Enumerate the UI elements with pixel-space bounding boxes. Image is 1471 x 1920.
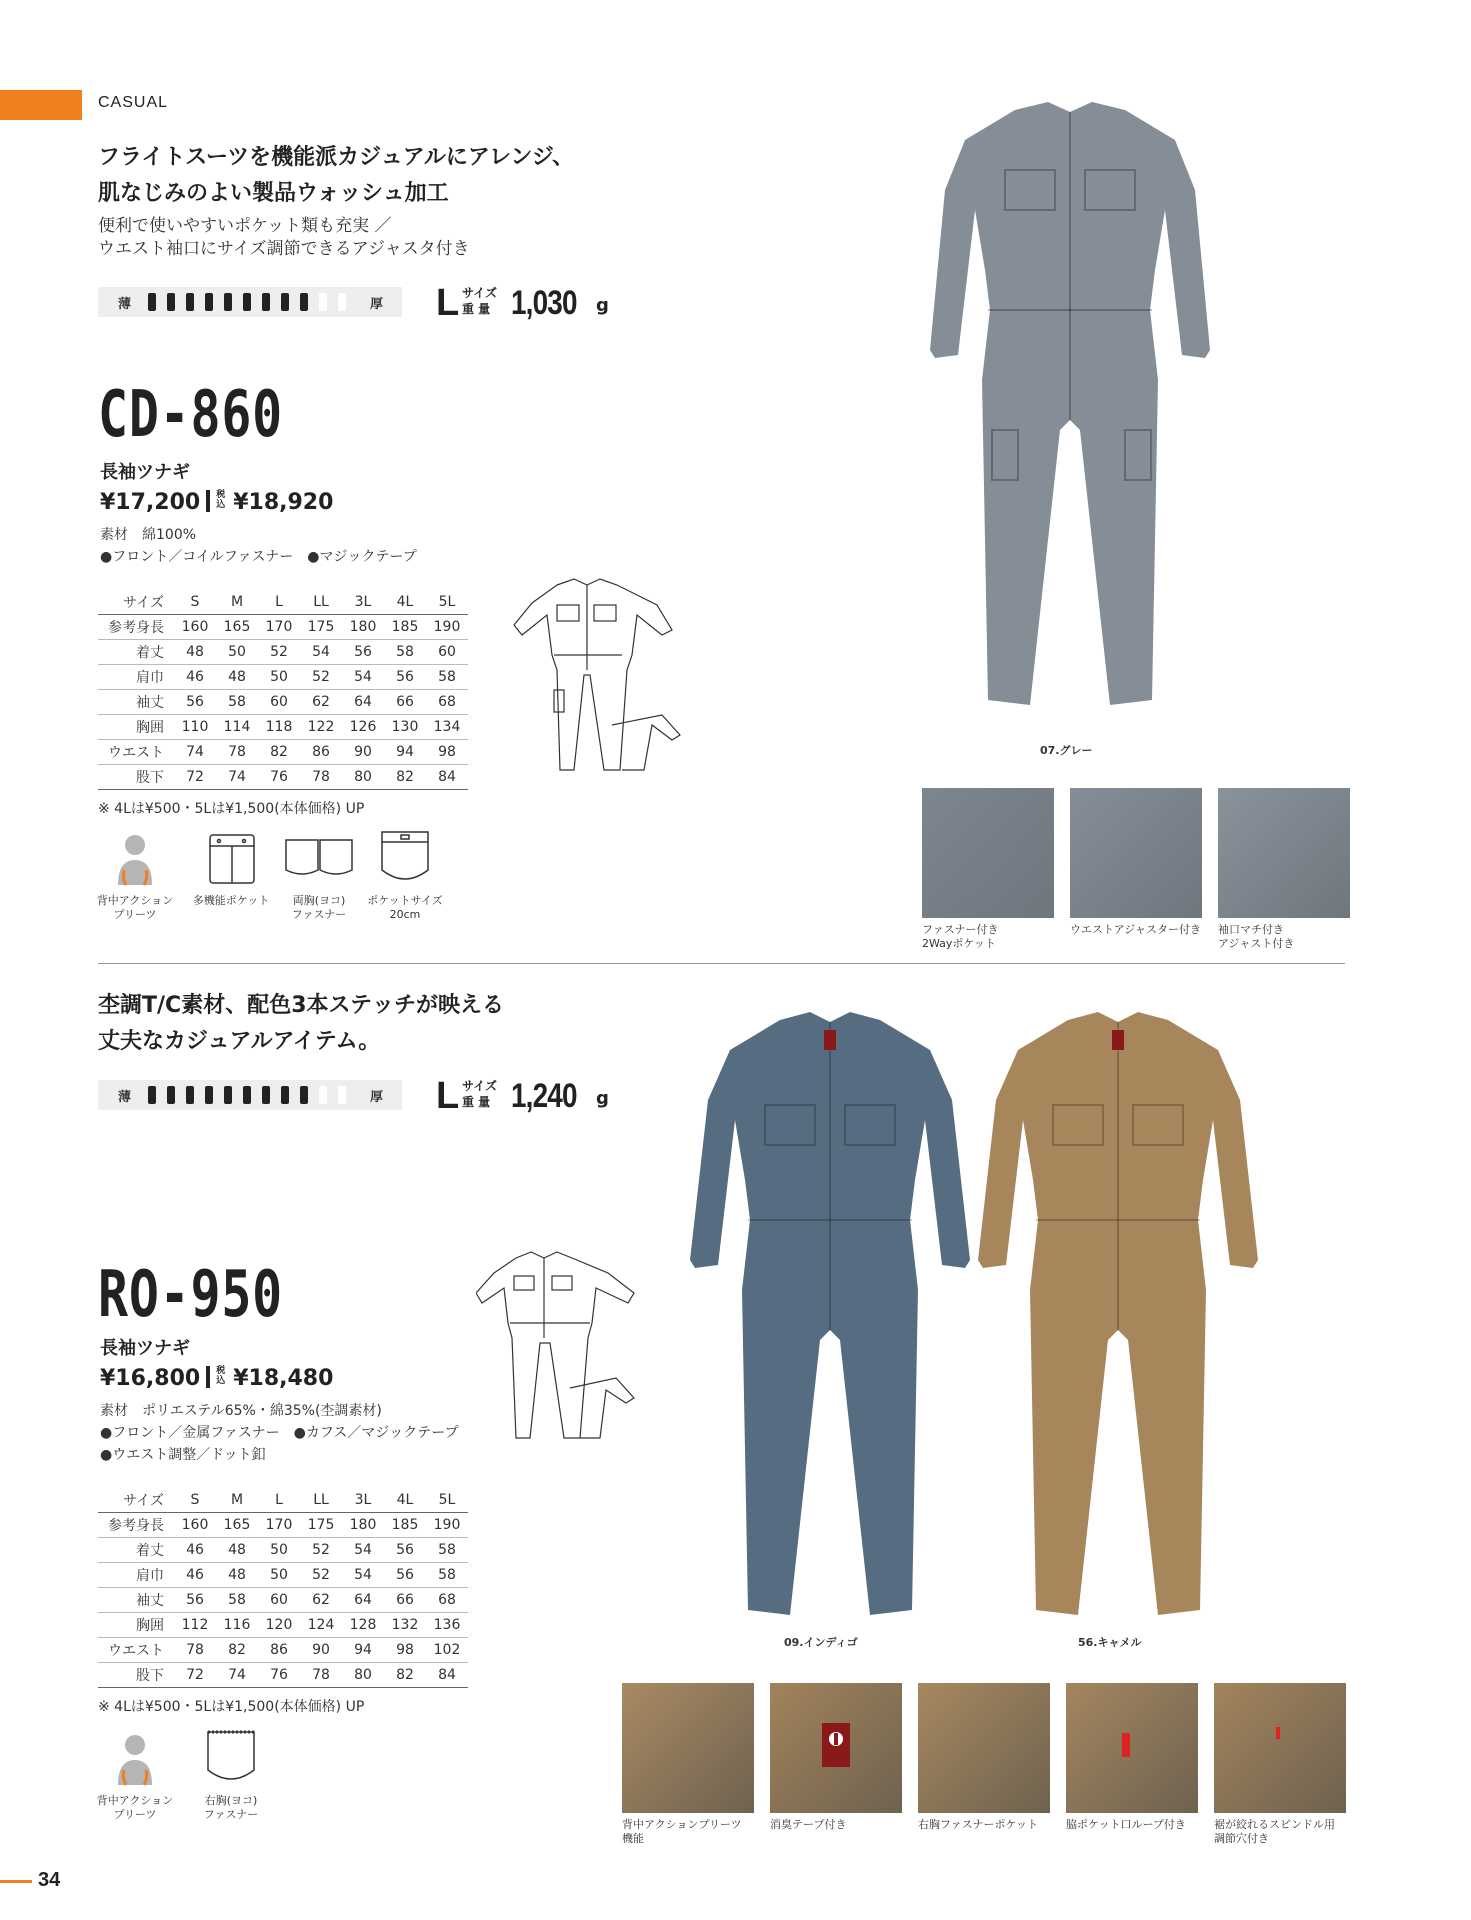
size-table-cell: 58 [216,690,258,715]
detail-caption: 消臭テープ付き [770,1818,847,1831]
detail-caption: 裾が絞れるスピンドル用 調節穴付き [1214,1818,1335,1845]
spec-line: ●フロント／コイルファスナー ●マジックテープ [100,549,417,565]
right-chest-zipper-icon [186,1726,276,1790]
deodorant-tape-tag-icon [770,1683,902,1813]
weight-labels [462,1078,497,1110]
size-letter: L [436,282,460,324]
size-table-cell: 190 [426,615,468,640]
size-table-cell: 122 [300,715,342,740]
size-table-cell: 175 [300,615,342,640]
size-table-cell: LL [300,1488,342,1513]
size-table-cell: 56 [384,665,426,690]
size-table-cell: 118 [258,715,300,740]
back-action-pleats-icon [98,1730,188,1790]
size-table-cell: 76 [258,765,300,790]
price-tax-included: ¥18,920 [233,490,334,515]
price-base: ¥17,200 [100,490,201,515]
size-table-cell: 126 [342,715,384,740]
feature-label: 多機能ポケット [192,894,270,907]
thickness-bars [148,1086,358,1104]
weight-info [436,1076,636,1116]
size-table-row [98,590,468,615]
size-table-cell: 82 [216,1638,258,1663]
size-table-cell: 90 [300,1638,342,1663]
catch-line: 丈夫なカジュアルアイテム。 [98,1029,381,1054]
material-line [100,1400,459,1422]
price [100,1366,333,1391]
size-table-cell: 110 [174,715,216,740]
material-label: 素材 [100,527,128,543]
size-table-cell: 5L [426,1488,468,1513]
thickness-bar [300,293,308,311]
size-table-cell: 160 [174,1513,216,1538]
size-table-cell: 112 [174,1613,216,1638]
size-letter: L [436,1075,460,1117]
size-table-cell: 52 [300,1538,342,1563]
section-title: CASUAL [98,94,169,111]
size-table-cell: 肩巾 [98,1563,174,1588]
size-table-cell: サイズ [98,1488,174,1513]
size-note: ※ 4Lは¥500・5Lは¥1,500(本体価格) UP [98,801,365,817]
size-table-cell: 64 [342,1588,384,1613]
size-table-cell: 50 [258,1538,300,1563]
size-table-cell: 78 [300,765,342,790]
detail-photo [1066,1683,1198,1813]
feature-label: ポケットサイズ 20cm [367,894,443,921]
size-table-row [98,1663,468,1688]
size-table-cell: 185 [384,1513,426,1538]
size-word: サイズ [462,286,498,300]
size-table-cell: 3L [342,590,384,615]
spec-line: ●フロント／金属ファスナー ●カフス／マジックテープ [100,1425,459,1441]
weight-info [436,283,636,323]
tax-mark: 税込 [216,1366,226,1386]
detail-caption: 右胸ファスナーポケット [918,1818,1039,1831]
price [100,490,333,515]
size-table-cell: 175 [300,1513,342,1538]
size-table-row [98,615,468,640]
thickness-bar [319,293,327,311]
size-table-cell: 58 [426,1538,468,1563]
thickness-meter [98,1080,402,1110]
size-table-cell: 98 [384,1638,426,1663]
thickness-bar [281,293,289,311]
section-divider [98,963,1345,964]
price-separator [206,490,210,512]
feature-item [186,1726,276,1822]
size-table-cell: 132 [384,1613,426,1638]
weight-unit: g [596,295,609,316]
size-table-cell: 4L [384,1488,426,1513]
pocket-size-icon [360,826,450,890]
product-type: 長袖ツナギ [100,462,190,483]
material-label: 素材 [100,1403,128,1419]
size-table-cell: L [258,1488,300,1513]
size-table-cell: 股下 [98,765,174,790]
thin-label: 薄 [118,297,132,312]
size-table-cell: S [174,1488,216,1513]
material-value: 綿100% [142,527,197,543]
weight-word: 重 量 [462,1095,491,1109]
size-table-cell: 114 [216,715,258,740]
size-table-cell: 86 [258,1638,300,1663]
size-table-cell: 着丈 [98,640,174,665]
feature-item [98,830,188,922]
size-table [98,590,468,790]
size-table-cell: 180 [342,615,384,640]
thin-label: 薄 [118,1090,132,1105]
size-table-cell: S [174,590,216,615]
size-table-cell: 胸囲 [98,715,174,740]
size-table-cell: M [216,1488,258,1513]
size-table-cell: 190 [426,1513,468,1538]
footer-accent [0,1880,32,1883]
size-table-cell: LL [300,590,342,615]
size-table-cell: 胸囲 [98,1613,174,1638]
size-note: ※ 4Lは¥500・5Lは¥1,500(本体価格) UP [98,1699,365,1715]
detail-photo [622,1683,754,1813]
size-table-cell: 54 [342,1538,384,1563]
detail-photo [1214,1683,1346,1813]
size-table-cell: 130 [384,715,426,740]
size-table-row [98,740,468,765]
size-table-cell: 5L [426,590,468,615]
size-table-cell: 76 [258,1663,300,1688]
size-table-cell: 48 [216,665,258,690]
size-table-row [98,665,468,690]
size-table-cell: 肩巾 [98,665,174,690]
size-table-cell: 58 [216,1588,258,1613]
section-tab [0,90,82,120]
thickness-bar [281,1086,289,1104]
size-table-cell: 94 [384,740,426,765]
spec-block [100,1400,459,1466]
multi-pocket-icon [186,830,276,890]
back-action-pleats-icon [98,830,188,890]
size-table-cell: 102 [426,1638,468,1663]
thickness-bar [224,1086,232,1104]
size-table-row [98,690,468,715]
weight-labels [462,285,497,317]
detail-caption: 脇ポケット口ループ付き [1066,1818,1186,1831]
tax-mark: 税込 [216,490,226,510]
size-table-cell: 54 [342,1563,384,1588]
page-number: 34 [38,1869,61,1891]
thickness-bar [262,293,270,311]
thickness-bar [167,1086,175,1104]
detail-caption: ウエストアジャスター付き [1070,923,1202,936]
price-tax-included: ¥18,480 [233,1366,334,1391]
catch-line: フライトスーツを機能派カジュアルにアレンジ、 [98,145,575,170]
catch-copy [98,988,504,1060]
feature-item [274,830,364,922]
size-table-cell: 124 [300,1613,342,1638]
size-table-cell: 60 [258,1588,300,1613]
thick-label: 厚 [370,1090,384,1105]
size-table-cell: 84 [426,1663,468,1688]
feature-item [98,1730,188,1822]
detail-caption: ファスナー付き 2Wayポケット [922,923,999,950]
size-table-cell: 74 [216,765,258,790]
size-table-cell: 52 [258,640,300,665]
feature-item [360,826,450,922]
detail-photo [1218,788,1350,918]
thickness-bar [148,293,156,311]
size-table-cell: 46 [174,1538,216,1563]
size-table-cell: 3L [342,1488,384,1513]
size-table-cell: 袖丈 [98,1588,174,1613]
size-table-cell: 66 [384,1588,426,1613]
size-table-cell: 82 [384,765,426,790]
size-table-cell: 68 [426,690,468,715]
size-table-cell: 74 [216,1663,258,1688]
size-table-cell: 袖丈 [98,690,174,715]
size-table-row [98,1538,468,1563]
detail-caption: 袖口マチ付き アジャスト付き [1218,923,1295,950]
price-base: ¥16,800 [100,1366,201,1391]
size-table-cell: 90 [342,740,384,765]
size-table-cell: 50 [258,665,300,690]
thickness-bar [186,293,194,311]
size-table-cell: 54 [342,665,384,690]
feature-label: 右胸(ヨコ) ファスナー [203,1794,259,1821]
thickness-bars [148,293,358,311]
catch-line: 肌なじみのよい製品ウォッシュ加工 [98,181,449,206]
spec-block [100,524,417,568]
detail-caption: 背中アクションプリーツ 機能 [622,1818,742,1845]
size-table-cell: 58 [384,640,426,665]
size-table-cell: 62 [300,690,342,715]
size-table-cell: 48 [216,1538,258,1563]
feature-label: 背中アクション プリーツ [96,1794,174,1821]
feature-label: 両胸(ヨコ) ファスナー [291,894,347,921]
feature-icons [96,830,443,940]
size-table-cell: 136 [426,1613,468,1638]
size-table-cell: 82 [384,1663,426,1688]
size-table-cell: 78 [216,740,258,765]
size-table-cell: 56 [384,1563,426,1588]
spindle-hole-icon [1214,1683,1346,1813]
size-table-cell: ウエスト [98,1638,174,1663]
size-table-cell: 58 [426,665,468,690]
size-table-cell: 60 [258,690,300,715]
size-table-cell: 128 [342,1613,384,1638]
thickness-bar [338,293,346,311]
catch-line: 杢調T/C素材、配色3本ステッチが映える [98,993,505,1018]
thickness-meter [98,287,402,317]
catch-copy [98,140,574,212]
product-type: 長袖ツナギ [100,1338,190,1359]
sub-copy [98,215,470,261]
thickness-bar [186,1086,194,1104]
size-table-cell: 64 [342,690,384,715]
feature-label: 背中アクション プリーツ [96,894,174,921]
size-table-cell: M [216,590,258,615]
size-table-cell: L [258,590,300,615]
size-table-cell: 78 [174,1638,216,1663]
size-table-cell: 86 [300,740,342,765]
size-table-cell: 82 [258,740,300,765]
size-word: サイズ [462,1079,498,1093]
size-table-cell: 56 [342,640,384,665]
size-table-cell: ウエスト [98,740,174,765]
size-table-cell: 62 [300,1588,342,1613]
thickness-bar [148,1086,156,1104]
feature-icons [98,1730,298,1840]
size-table-cell: 52 [300,1563,342,1588]
size-table [98,1488,468,1688]
size-table-cell: サイズ [98,590,174,615]
size-table-cell: 着丈 [98,1538,174,1563]
detail-photo [922,788,1054,918]
thickness-bar [243,1086,251,1104]
size-table-cell: 4L [384,590,426,615]
thickness-bar [319,1086,327,1104]
thickness-bar [205,1086,213,1104]
size-table-cell: 54 [300,640,342,665]
thickness-bar [167,293,175,311]
sub-line: 便利で使いやすいポケット類も充実 ／ [98,216,392,236]
detail-photo [770,1683,902,1813]
weight-word: 重 量 [462,302,491,316]
sub-line: ウエスト袖口にサイズ調節できるアジャスタ付き [98,239,470,259]
size-table-row [98,1513,468,1538]
weight-unit: g [596,1088,609,1109]
tech-drawing-front-back [512,575,687,775]
size-table-cell: 120 [258,1613,300,1638]
size-table-row [98,1563,468,1588]
size-table-row [98,765,468,790]
size-table-cell: 66 [384,690,426,715]
size-table-cell: 48 [216,1563,258,1588]
tech-drawing-front-back [476,1248,636,1443]
size-table-row [98,1613,468,1638]
size-table-cell: 56 [384,1538,426,1563]
size-table-cell: 72 [174,765,216,790]
size-table-cell: 98 [426,740,468,765]
size-table-cell: 68 [426,1588,468,1613]
size-table-cell: 170 [258,1513,300,1538]
size-table-cell: 180 [342,1513,384,1538]
thickness-bar [243,293,251,311]
thickness-bar [224,293,232,311]
size-table-row [98,1488,468,1513]
loop-marker-icon [1066,1683,1198,1813]
color-label: 56.キャメル [1078,1636,1142,1649]
thick-label: 厚 [370,297,384,312]
size-table-cell: 50 [216,640,258,665]
size-table-cell: 52 [300,665,342,690]
size-table-cell: 参考身長 [98,1513,174,1538]
thickness-bar [205,293,213,311]
size-table-row [98,640,468,665]
size-table-cell: 股下 [98,1663,174,1688]
weight-value: 1,240 [511,1077,577,1115]
coverall-photo-camel [968,1010,1268,1620]
size-table-cell: 48 [174,640,216,665]
thickness-bar [338,1086,346,1104]
thickness-bar [262,1086,270,1104]
detail-photo [1070,788,1202,918]
size-table-cell: 58 [426,1563,468,1588]
double-zipper-icon [274,830,364,890]
size-table-cell: 160 [174,615,216,640]
price-separator [206,1366,210,1388]
size-table-cell: 参考身長 [98,615,174,640]
thickness-bar [300,1086,308,1104]
size-table-cell: 116 [216,1613,258,1638]
coverall-photo-indigo [680,1010,980,1620]
coverall-photo-grey [920,100,1220,730]
detail-photo [918,1683,1050,1813]
model-number: CD-860 [98,378,284,452]
size-table-cell: 72 [174,1663,216,1688]
size-table-cell: 56 [174,1588,216,1613]
material-line [100,524,417,546]
size-table-cell: 170 [258,615,300,640]
size-table-row [98,1588,468,1613]
color-label: 07.グレー [1040,744,1093,757]
size-table-cell: 165 [216,1513,258,1538]
size-table-cell: 94 [342,1638,384,1663]
size-table-cell: 46 [174,1563,216,1588]
spec-line: ●ウエスト調整／ドット釦 [100,1447,266,1463]
size-table-cell: 185 [384,615,426,640]
size-table-row [98,1638,468,1663]
size-table-row [98,715,468,740]
size-table-cell: 56 [174,690,216,715]
material-value: ポリエステル65%・綿35%(杢調素材) [142,1403,382,1419]
size-table-cell: 78 [300,1663,342,1688]
size-table-cell: 84 [426,765,468,790]
size-table-cell: 165 [216,615,258,640]
size-table-cell: 50 [258,1563,300,1588]
size-table-cell: 134 [426,715,468,740]
weight-value: 1,030 [511,284,577,322]
color-label: 09.インディゴ [784,1636,858,1649]
size-table-cell: 80 [342,765,384,790]
size-table-cell: 46 [174,665,216,690]
model-number: RO-950 [98,1258,284,1332]
feature-item [186,830,276,908]
size-table-cell: 74 [174,740,216,765]
size-table-cell: 80 [342,1663,384,1688]
size-table-cell: 60 [426,640,468,665]
